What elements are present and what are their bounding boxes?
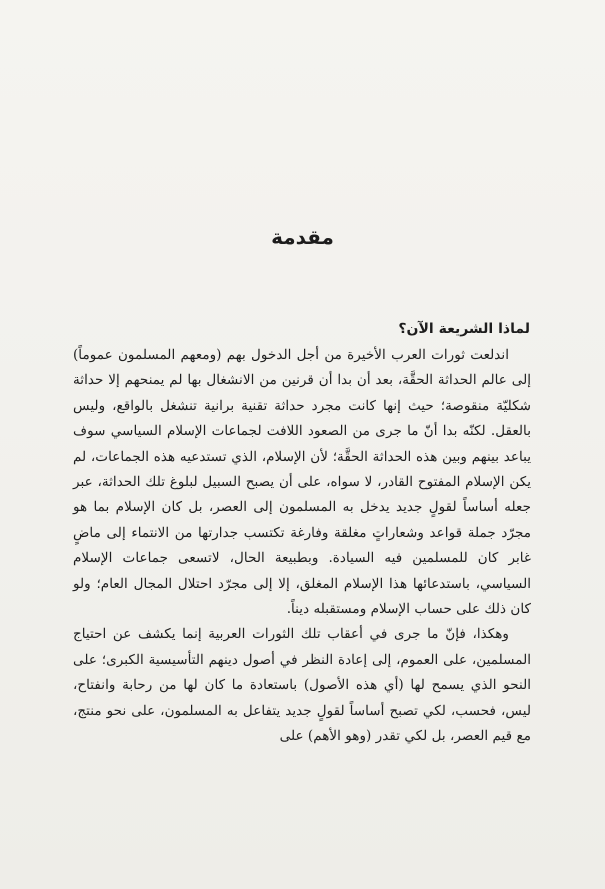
body-text bbox=[73, 343, 531, 750]
paragraph: وهكذا، فإنّ ما جرى في أعقاب تلك الثورات العربية إنما يكشف عن احتياج المسلمين، على العموم، إلى إعادة النظر في أصول دينهم التأسيسية الكبرى؛ على النحو الذي يسمح لها (أي هذه الأصول) باستعادة ما كان لها من رحابة وانفتاح، ليس، فحسب، لكي تصبح أساساً لقولٍ جديد يتفاعل به المسلمون، على نحو منتج، مع قيم العصر، بل لكي تقدر (وهو الأهم) على bbox=[73, 626, 531, 745]
paragraph: اندلعت ثورات العرب الأخيرة من أجل الدخول بهم (ومعهم المسلمون عموماً) إلى عالم الحداثة الحقَّة، بعد أن بدا أن قرنين من الانشغال بها لم يمنحهم إلا حداثة شكليّة منقوصة؛ حيث إنها كانت مجرد حداثة تقنية برانية تنشغل بالواقع، وليس بالعقل. لكنّه بدا أنّ ما جرى من الصعود اللافت لجماعات الإسلام السياسي سوف يباعد بينهم وبين هذه الحداثة الحقَّة؛ لأن الإسلام، الذي تستدعيه هذه الجماعات، لم يكن الإسلام المفتوح القادر، لا سواه، على أن يصبح السبيل لبلوغ تلك الحداثة، عبر جعله أساساً لقولٍ جديد يدخل به المسلمون إلى العصر، بل كان الإسلام بما هو مجرّد جملة قواعد وشعاراتٍ مغلقة وفارغة تكتسب جدارتها من الانتماء إلى ماضٍ غابر كان للمسلمين فيه السيادة. وبطبيعة الحال، لاتسعى جماعات الإسلام السياسي، باستدعائها هذا الإسلام المغلق، إلا إلى مجرّد احتلال المجال العام؛ ولو كان ذلك على حساب الإسلام ومستقبله ديناً. bbox=[73, 347, 531, 618]
section-heading: لماذا الشريعة الآن؟ bbox=[398, 321, 530, 337]
chapter-title: مقدمة bbox=[271, 225, 334, 249]
